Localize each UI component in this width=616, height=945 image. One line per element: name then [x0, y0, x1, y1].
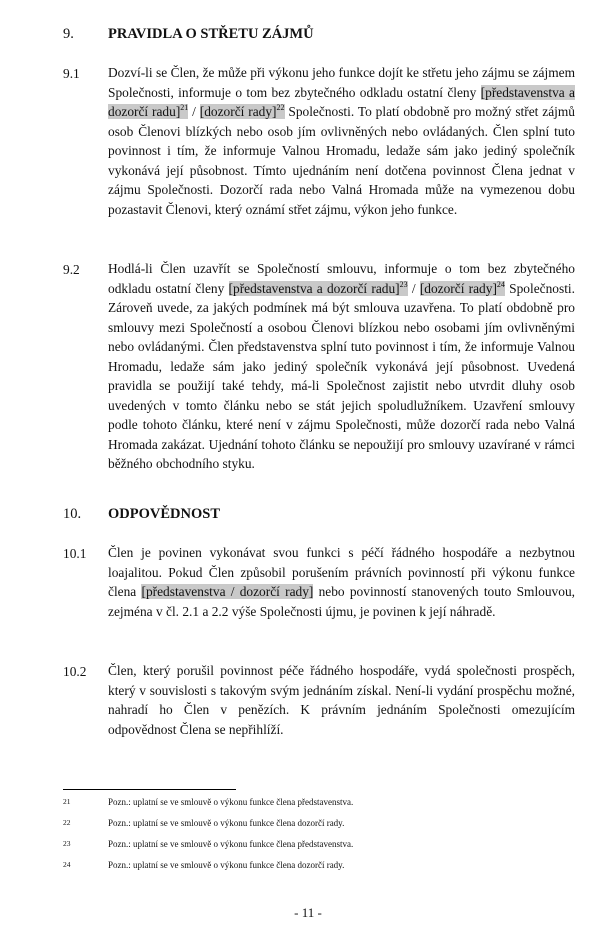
footnote-separator: [63, 789, 236, 790]
clause-text: Člen, který porušil povinnost péče řádného hospodáře, vydá společnosti prospěch, který v souvislosti s takovým svým jednáním získal. Není-li vydání prospěchu možné, nahradí ho Člen v penězích. K právním jednáním Společnosti omezujícím odpovědnost Člena se nepřihlíží.: [108, 663, 575, 737]
clause-number: 10.2: [63, 664, 87, 679]
footnote-number: 22: [63, 818, 71, 827]
highlighted-placeholder: [229, 281, 408, 296]
footnote-ref: 22: [276, 103, 285, 112]
clause-text-part: Člen je povinen vykonávat svou funkci s péčí řádného hospodáře a nezbytnou loajalitou. Pokud Člen způsobil porušením právních povinností při výkonu funkce člena: [108, 545, 575, 599]
clause-text: [108, 259, 575, 474]
clause-text-part: /: [188, 104, 200, 119]
section-number: 9.: [63, 26, 74, 42]
placeholder-text: [dozorčí rady]: [199, 104, 277, 119]
clause-number: 10.1: [63, 546, 87, 561]
footnote-text: Pozn.: uplatní se ve smlouvě o výkonu funkce člena představenstva.: [108, 839, 354, 849]
clause-text: [108, 543, 575, 621]
footnote-ref: 23: [399, 279, 408, 289]
placeholder-text: [představenstva a dozorčí radu]: [108, 84, 575, 119]
clause-text-part: Dozví-li se Člen, že může při výkonu jeho funkce dojít ke střetu jeho zájmu se zájmem Společnosti, informuje o tom bez zbytečného odkladu ostatní členy: [108, 65, 575, 100]
clause-text-part: nebo povinností stanovených touto Smlouvou, zejména v čl. 2.1 a 2.2 výše Společnosti újmu, je povinen k její náhradě.: [108, 584, 575, 619]
clause-text-part: Hodlá-li Člen uzavřít se Společností smlouvu, informuje o tom bez zbytečného odkladu ostatní členy: [108, 261, 575, 296]
footnote-number: 24: [63, 860, 71, 869]
footnote-ref: 24: [496, 279, 505, 289]
clause-text-part: /: [407, 280, 420, 296]
footnote-text: Pozn.: uplatní se ve smlouvě o výkonu funkce člena dozorčí rady.: [108, 818, 345, 828]
section-title: PRAVIDLA O STŘETU ZÁJMŮ: [108, 26, 314, 42]
footnote-text: Pozn.: uplatní se ve smlouvě o výkonu funkce člena dozorčí rady.: [108, 860, 345, 870]
page-number: - 11 -: [294, 905, 322, 920]
footnote-number: 21: [63, 797, 71, 806]
placeholder-text: [představenstva a dozorčí radu]: [228, 280, 400, 296]
footnote-ref: 21: [180, 103, 189, 112]
clause-text-part: Společnosti. Zároveň uvede, za jakých podmínek má být smlouva uzavřena. To platí obdobně pro smlouvy mezi Společností a osobou Členovi blízkou nebo osobami jím ovlivněnými nebo ovládanými. Člen představenstva splní tuto povinnost i tím, že informuje Valnou Hromadu, ledaže sám jako jediný společník vykonává její působnost. Uvedená pravidla se použijí také tehdy, má-li Společnost zajistit nebo utvrdit dluhy osob uvedených v tomto článku nebo se stát jejich spoludlužníkem. Uzavření smlouvy podle tohoto článku, které není v zájmu Společnosti, může dozorčí rada nebo Valná Hromada zakázat. Ujednání tohoto článku se nepoužijí pro smlouvy uzavírané v rámci běžného obchodního styku.: [108, 280, 575, 471]
placeholder-text: [dozorčí rady]: [419, 280, 497, 296]
clause-text: [108, 63, 575, 219]
section-number: 10.: [63, 506, 82, 522]
footnote-text: Pozn.: uplatní se ve smlouvě o výkonu funkce člena představenstva.: [108, 797, 354, 807]
footnote-number: 23: [63, 839, 71, 848]
clause-text-part: Společnosti. To platí obdobně pro možný střet zájmů osob Členovi blízkých nebo osob jím ovlivněných nebo ovládaných. Člen splní tuto povinnost i tím, že informuje Valnou Hromadu, ledaže sám jako jediný společník vykonává její působnost. Tímto ujednáním není dotčena povinnost Člena jednat v zájmu Společnosti. Dozorčí rada nebo Valná Hromada může na vymezenou dobu pozastavit Členovi, který oznámí střet zájmu, výkon jeho funkce.: [108, 104, 575, 217]
highlighted-placeholder: [představenstva / dozorčí rady]: [141, 584, 314, 599]
highlighted-placeholder: [200, 104, 285, 119]
clause-number: 9.2: [63, 262, 80, 277]
clause-number: 9.1: [63, 66, 80, 81]
section-title: ODPOVĚDNOST: [108, 506, 220, 522]
highlighted-placeholder: [420, 281, 505, 296]
